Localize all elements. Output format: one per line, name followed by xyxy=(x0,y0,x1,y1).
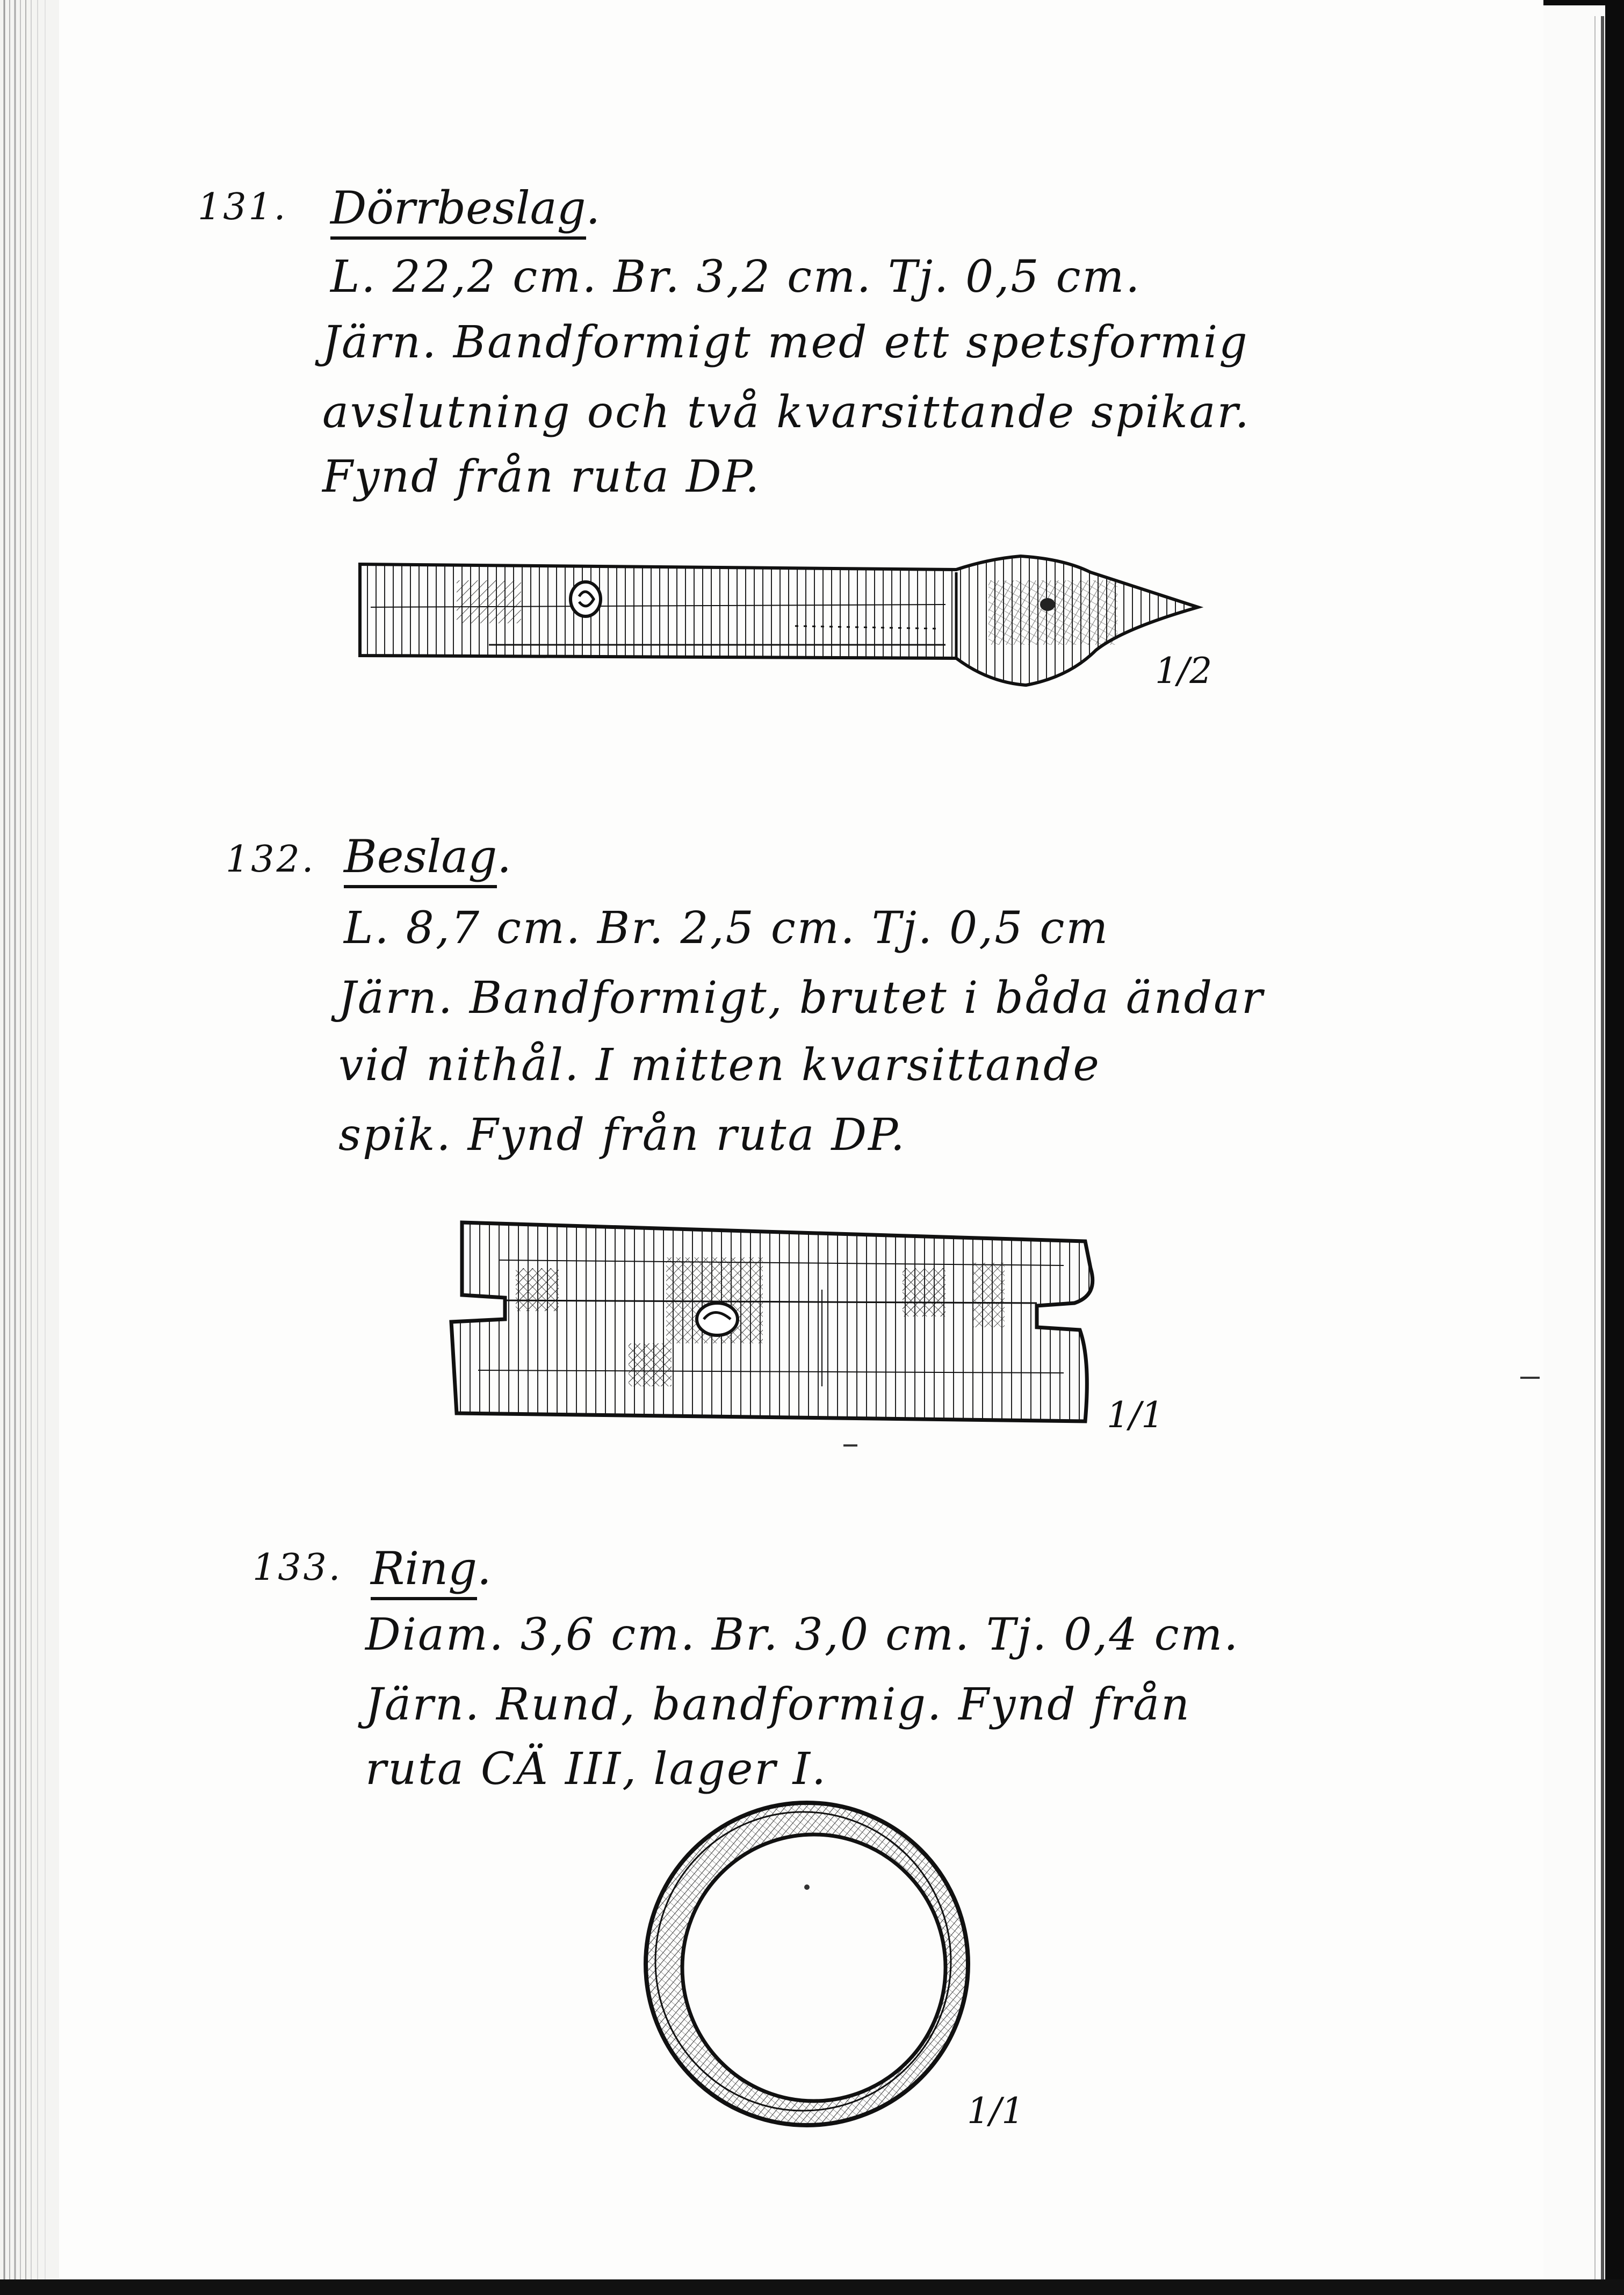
entry-line: spik. Fynd från ruta DP. xyxy=(338,1110,906,1161)
entry-line: Järn. Bandformigt med ett spetsformig xyxy=(322,317,1249,368)
scale-label: 1/1 xyxy=(967,2090,1024,2132)
entry-title-text: Ring xyxy=(371,1542,477,1600)
entry-number: 133. xyxy=(252,1546,343,1589)
entry-title-text: Beslag xyxy=(344,830,497,888)
side-mark xyxy=(1520,1377,1540,1379)
entry-title-text: Dörrbeslag xyxy=(330,182,586,240)
dash-mark xyxy=(843,1444,857,1447)
ring-drawing xyxy=(634,1795,978,2139)
bottom-edge xyxy=(0,2279,1624,2295)
entry-number: 131. xyxy=(198,186,288,228)
entry-line: L. 8,7 cm. Br. 2,5 cm. Tj. 0,5 cm xyxy=(344,903,1110,954)
fitting-drawing xyxy=(446,1209,1107,1440)
entry-line: Järn. Rund, bandformig. Fynd från xyxy=(365,1679,1191,1730)
page-binding xyxy=(1543,0,1624,2295)
page-edges xyxy=(0,0,59,2295)
entry-line: avslutning och två kvarsittande spikar. xyxy=(322,387,1251,438)
entry-title: Beslag. xyxy=(344,830,511,883)
entry-line: L. 22,2 cm. Br. 3,2 cm. Tj. 0,5 cm. xyxy=(330,251,1142,303)
entry-line: Diam. 3,6 cm. Br. 3,0 cm. Tj. 0,4 cm. xyxy=(365,1609,1240,1660)
entry-title: Ring. xyxy=(371,1542,492,1595)
entry-line: vid nithål. I mitten kvarsittande xyxy=(338,1040,1101,1091)
entry-number: 132. xyxy=(226,838,316,881)
entry-line: ruta CÄ III, lager I. xyxy=(365,1744,828,1795)
scale-label: 1/2 xyxy=(1155,650,1212,692)
scale-label: 1/1 xyxy=(1107,1394,1164,1436)
entry-title: Dörrbeslag. xyxy=(330,182,600,234)
entry-line: Järn. Bandformigt, brutet i båda ändar xyxy=(338,973,1265,1024)
entry-line: Fynd från ruta DP. xyxy=(322,451,761,502)
door-fitting-drawing xyxy=(355,548,1214,709)
